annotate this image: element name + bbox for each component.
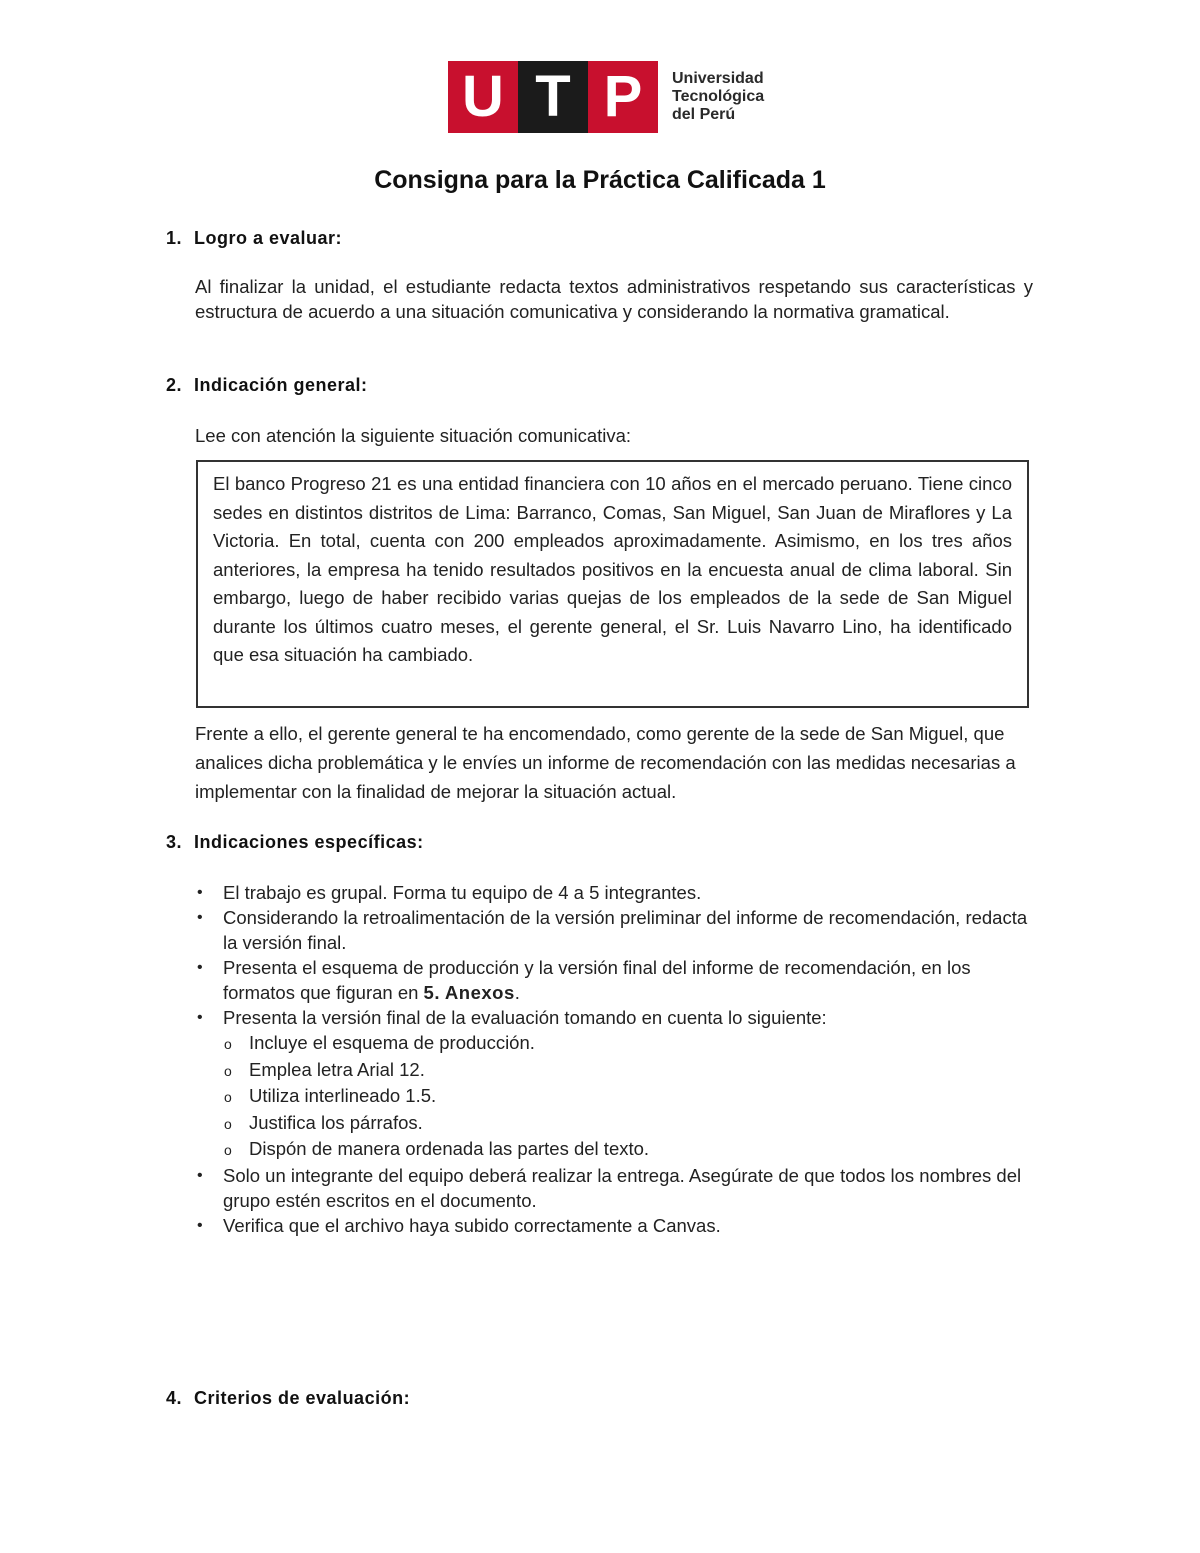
list-item-text: Verifica que el archivo haya subido correctamente a Canvas. bbox=[223, 1214, 721, 1236]
bullet-icon: • bbox=[197, 1009, 203, 1026]
instructions-list bbox=[195, 880, 1040, 1238]
section-1-heading bbox=[166, 228, 342, 249]
list-item-text: Solo un integrante del equipo deberá realizar la entrega. Asegúrate de que todos los nombres del grupo estén escritos en el documento. bbox=[223, 1164, 1022, 1211]
section-4-number: 4. bbox=[166, 1388, 183, 1408]
list-item-text-end: . bbox=[514, 982, 520, 1003]
section-2-intro: Lee con atención la siguiente situación comunicativa: bbox=[195, 425, 632, 446]
bullet-icon: • bbox=[197, 1216, 203, 1234]
sub-list-item-text: Justifica los párrafos. bbox=[249, 1111, 423, 1133]
sub-list-item-text: Utiliza interlineado 1.5. bbox=[249, 1085, 437, 1106]
logo-wordmark bbox=[672, 70, 764, 124]
annex-reference: 5. Anexos bbox=[423, 982, 515, 1003]
logo-mark bbox=[448, 61, 658, 133]
section-1-text: Al finalizar la unidad, el estudiante redacta textos administrativos respetando sus características y estructura de acuerdo a una situación comunicativa y considerando la normativa gramatical. bbox=[195, 276, 1033, 322]
section-4-heading bbox=[166, 1388, 410, 1409]
format-sublist bbox=[223, 1030, 1040, 1163]
sub-list-item-text: Dispón de manera ordenada las partes del texto. bbox=[249, 1138, 650, 1159]
logo-line-1: Universidad bbox=[672, 70, 764, 87]
bullet-icon: • bbox=[197, 959, 203, 976]
utp-logo bbox=[448, 61, 764, 133]
logo-letter-t: T bbox=[518, 61, 588, 133]
list-item-text: Considerando la retroalimentación de la versión preliminar del informe de recomendación, redacta la versión final. bbox=[223, 907, 1028, 953]
circle-bullet-icon: o bbox=[224, 1115, 232, 1132]
list-item-text: El trabajo es grupal. Forma tu equipo de 4 a 5 integrantes. bbox=[223, 882, 702, 903]
logo-letter-u: U bbox=[448, 61, 518, 133]
section-2-heading bbox=[166, 375, 368, 396]
sub-list-item bbox=[223, 1057, 1040, 1084]
list-item bbox=[195, 1213, 1040, 1238]
circle-bullet-icon: o bbox=[224, 1062, 232, 1079]
section-1-title: Logro a evaluar: bbox=[194, 228, 343, 248]
list-item-text: Presenta la versión final de la evaluación tomando en cuenta lo siguiente: bbox=[223, 1007, 827, 1028]
section-3-title: Indicaciones específicas: bbox=[194, 832, 424, 852]
bullet-icon: • bbox=[197, 909, 203, 926]
circle-bullet-icon: o bbox=[224, 1142, 232, 1158]
bullet-icon: • bbox=[197, 884, 203, 901]
sub-list-item bbox=[223, 1030, 1040, 1057]
section-2-followup: Frente a ello, el gerente general te ha encomendado, como gerente de la sede de San Miguel, que analices dicha problemática y le envíes un informe de recomendación con las medidas necesarias a implementar con la finalidad de mejorar la situación actual. bbox=[195, 723, 1016, 802]
sub-list-item bbox=[223, 1136, 1040, 1163]
sub-list-item bbox=[223, 1083, 1040, 1110]
list-item bbox=[195, 905, 1040, 955]
scenario-text: El banco Progreso 21 es una entidad financiera con 10 años en el mercado peruano. Tiene cinco sedes en distintos distritos de Lima: Barranco, Comas, San Miguel, San Juan de Miraflores y La Victoria. En total, cuenta con 200 empleados aproximadamente. Asimismo, en los tres años anteriores, la empresa ha tenido resultados positivos en la encuesta anual de clima laboral. Sin embargo, luego de haber recibido varias quejas de los empleados de la sede de San Miguel durante los últimos cuatro meses, el gerente general, el Sr. Luis Navarro Lino, ha identificado que esa situación ha cambiado. bbox=[213, 473, 1012, 665]
scenario-box bbox=[196, 460, 1029, 708]
page-title: Consigna para la Práctica Calificada 1 bbox=[374, 166, 826, 194]
circle-bullet-icon: o bbox=[224, 1089, 232, 1105]
section-3-number: 3. bbox=[166, 832, 183, 852]
section-3-heading bbox=[166, 832, 424, 853]
list-item-text: Presenta el esquema de producción y la versión final del informe de recomendación, en los formatos que figuran en bbox=[223, 957, 971, 1003]
section-1-number: 1. bbox=[166, 228, 183, 248]
list-item bbox=[195, 955, 1040, 1005]
list-item bbox=[195, 1163, 1040, 1213]
sub-list-item-text: Incluye el esquema de producción. bbox=[249, 1032, 535, 1053]
section-4-title: Criterios de evaluación: bbox=[194, 1388, 411, 1408]
sub-list-item-text: Emplea letra Arial 12. bbox=[249, 1058, 425, 1080]
logo-letter-p: P bbox=[588, 61, 658, 133]
section-2-number: 2. bbox=[166, 375, 183, 395]
logo-line-2: Tecnológica bbox=[672, 88, 765, 105]
list-item bbox=[195, 880, 1040, 905]
bullet-icon: • bbox=[197, 1166, 203, 1184]
logo-line-3: del Perú bbox=[672, 106, 736, 123]
section-2-title: Indicación general: bbox=[194, 375, 368, 395]
sub-list-item bbox=[223, 1110, 1040, 1137]
circle-bullet-icon: o bbox=[224, 1036, 232, 1052]
list-item bbox=[195, 1005, 1040, 1163]
